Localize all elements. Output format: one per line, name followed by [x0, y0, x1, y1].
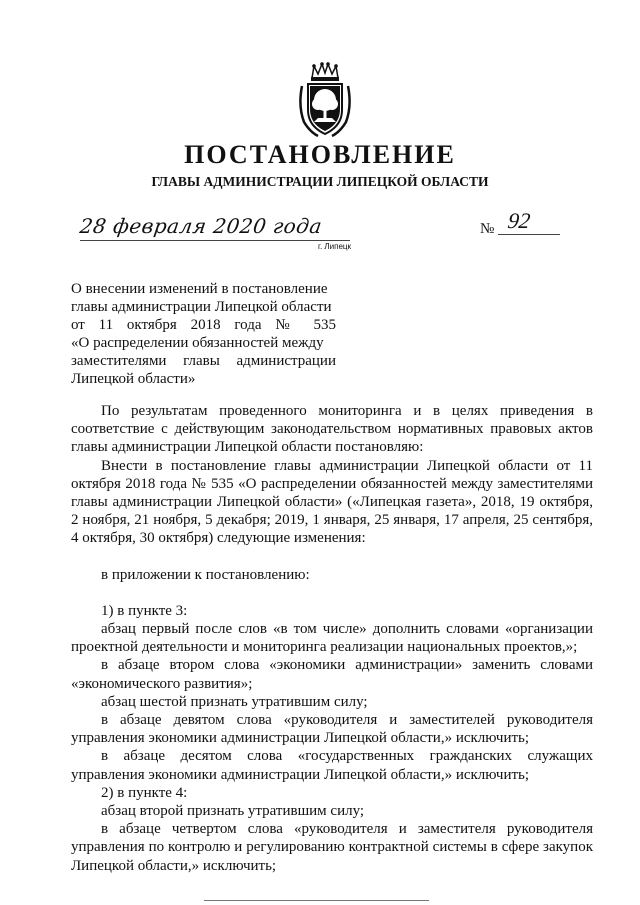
document-title: ПОСТАНОВЛЕНИЕ [184, 140, 456, 169]
body-paragraph: в абзаце четвертом слова «руководителя и заместителя руководителя управления по контролю и регулированию контрактной системы в сфере закупок Липецкой области,» исключить; [71, 821, 593, 874]
document-subject [71, 280, 336, 388]
subject-line: «О распределении обязанностей между [71, 335, 324, 351]
body-paragraph: 1) в пункте 3: [101, 602, 188, 619]
body-paragraph: в абзаце девятом слова «руководителя и заместителей руководителя управления экономики администрации Липецкой области,» исключить; [71, 712, 593, 747]
date-underline [80, 240, 350, 241]
handwritten-number: 92 [506, 208, 532, 233]
body-paragraph: Внести в постановление главы администрации Липецкой области от 11 октября 2018 года № 535 «О распределении обязанностей между заместителями главы администрации Липецкой области» («Липецкая газета», 2018, 19 октября, 2 ноября, 21 ноября, 5 декабря; 2019, 1 января, 25 января, 17 апреля, 25 сентября, 4 октября, 30 октября) следующие изменения: [71, 457, 593, 547]
body-paragraph: абзац второй признать утратившим силу; [101, 803, 365, 820]
body-paragraph: в приложении к постановлению: [101, 566, 310, 583]
subject-line: главы администрации Липецкой области [71, 299, 332, 315]
subject-line: Липецкой области» [71, 371, 196, 387]
body-paragraph: По результатам проведенного мониторинга и в целях приведения в соответствие с действующим законодательством нормативных правовых актов главы администрации Липецкой области постановляю: [71, 403, 593, 456]
document-body [71, 402, 593, 875]
body-paragraph: абзац шестой признать утратившим силу; [101, 693, 368, 710]
page-bottom-rule [204, 900, 429, 901]
body-paragraph: абзац первый после слов «в том числе» дополнить словами «организации проектной деятельности и мониторинга реализации национальных проектов,»; [71, 621, 593, 656]
city-label: г. Липецк [318, 242, 351, 251]
body-paragraph: 2) в пункте 4: [101, 784, 188, 801]
handwritten-date: 28 февраля 2020 года [78, 214, 324, 238]
number-underline [498, 234, 560, 235]
subject-line: от 11 октября 2018 года № 535 [71, 317, 336, 333]
coat-of-arms-emblem [296, 62, 354, 140]
body-paragraph: в абзаце десятом слова «государственных гражданских служащих управления экономики администрации Липецкой области,» исключить; [71, 748, 593, 783]
subject-line: заместителями главы администрации [71, 353, 336, 369]
subject-line: О внесении изменений в постановление [71, 281, 328, 297]
body-paragraph: в абзаце втором слова «экономики администрации» заменить словами «экономического развития»; [71, 657, 593, 692]
document-subtitle: ГЛАВЫ АДМИНИСТРАЦИИ ЛИПЕЦКОЙ ОБЛАСТИ [151, 174, 489, 189]
number-label: № [480, 221, 495, 237]
